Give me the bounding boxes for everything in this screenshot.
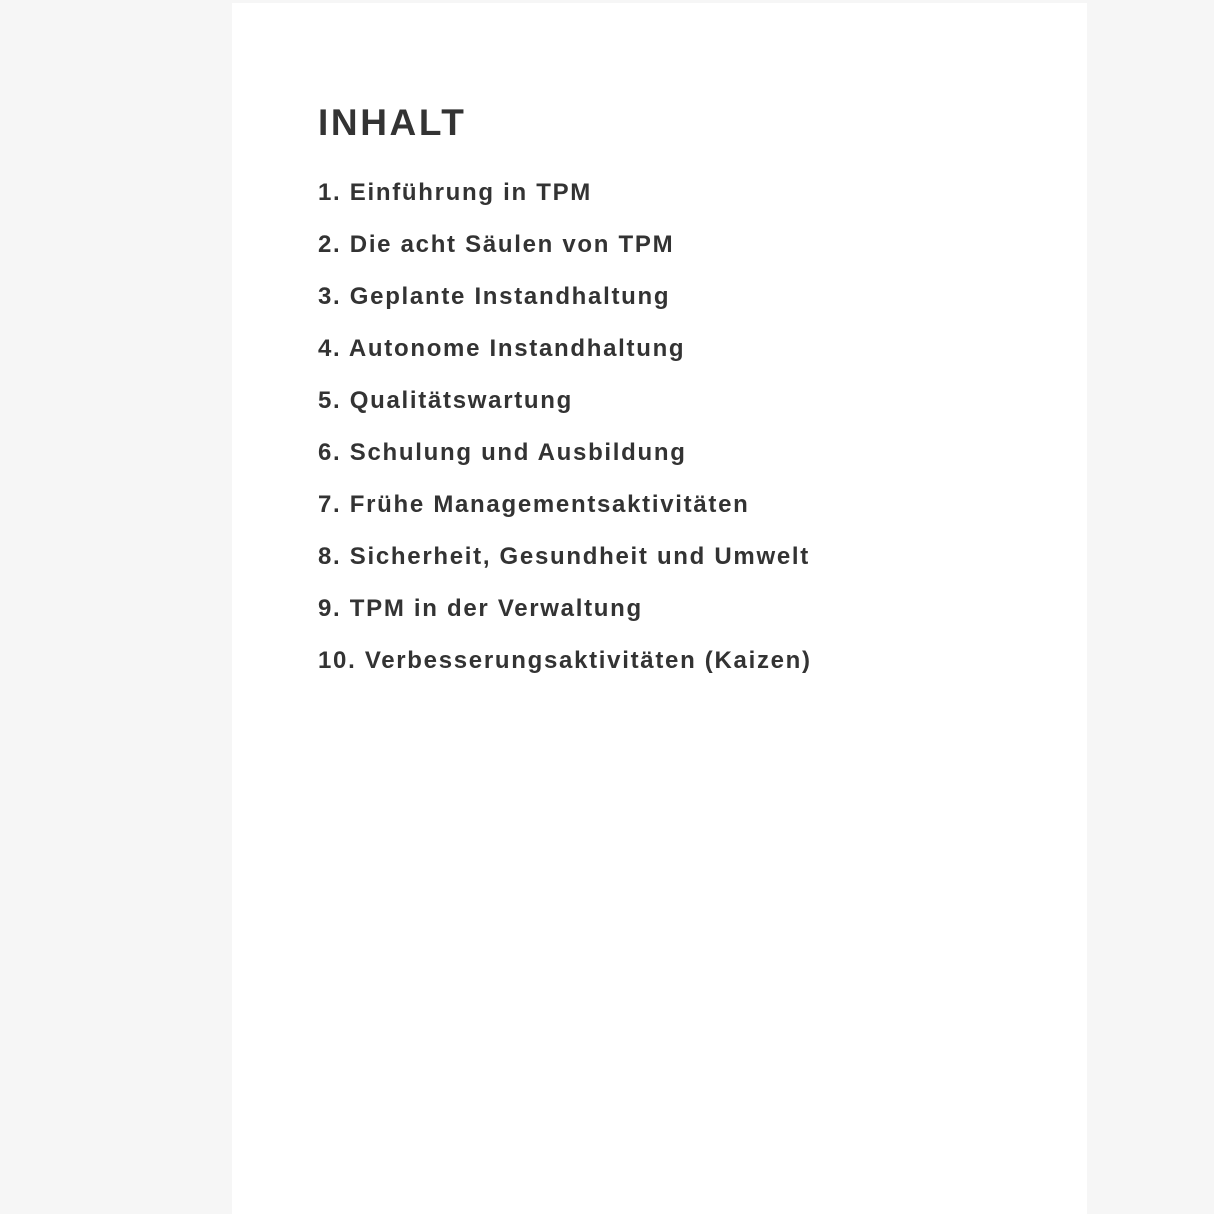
- toc-item-5: 5. Qualitätswartung: [318, 387, 574, 414]
- toc-item-4: 4. Autonome Instandhaltung: [318, 335, 686, 362]
- toc-item-6: 6. Schulung und Ausbildung: [318, 439, 687, 466]
- toc-item-2: 2. Die acht Säulen von TPM: [318, 231, 675, 258]
- toc-item-7: 7. Frühe Managementsaktivitäten: [318, 491, 750, 518]
- toc-item-1: 1. Einführung in TPM: [318, 179, 592, 206]
- toc-list: [318, 179, 812, 699]
- toc-item-8: 8. Sicherheit, Gesundheit und Umwelt: [318, 543, 810, 570]
- page-title: INHALT: [318, 102, 467, 143]
- table-of-contents: [318, 101, 812, 699]
- toc-item-9: 9. TPM in der Verwaltung: [318, 595, 643, 622]
- toc-item-10: 10. Verbesserungsaktivitäten (Kaizen): [318, 647, 812, 674]
- toc-item-3: 3. Geplante Instandhaltung: [318, 283, 671, 310]
- document-page: [232, 3, 1087, 1214]
